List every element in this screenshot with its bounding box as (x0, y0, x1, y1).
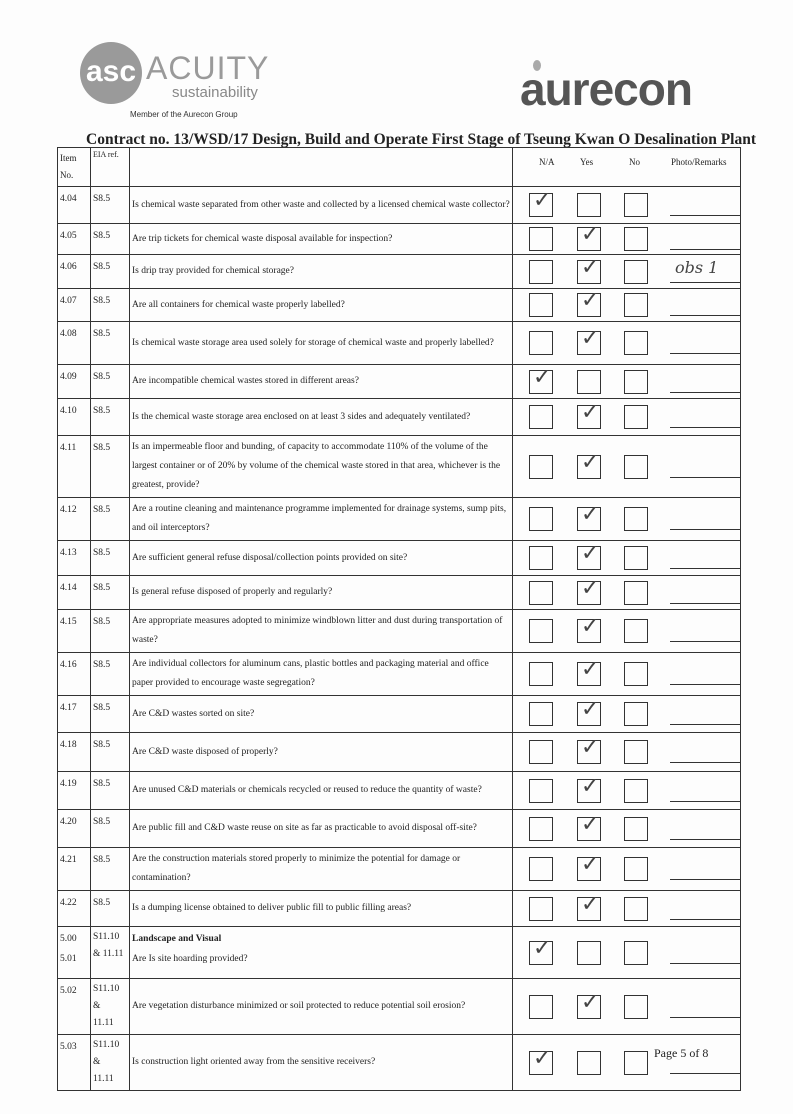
check-mark-icon: ✓ (581, 811, 600, 837)
question-text: Are Is site hoarding provided? (132, 954, 248, 964)
checkbox-na[interactable] (529, 995, 553, 1019)
answer-cell (513, 255, 741, 289)
table-row (58, 436, 741, 498)
checkbox-no[interactable] (624, 581, 648, 605)
check-mark-icon: ✓ (581, 400, 600, 425)
table-row (58, 399, 741, 436)
checkbox-na[interactable] (529, 405, 553, 429)
question-cell (130, 576, 513, 610)
checkbox-na[interactable] (529, 546, 553, 570)
checkbox-yes[interactable] (577, 288, 601, 317)
remarks-line[interactable] (670, 801, 740, 802)
question-text: Are appropriate measures adopted to minimize windblown litter and dust during transportation of waste? (132, 616, 503, 645)
check-mark-icon: ✓ (581, 222, 600, 247)
checkbox-na[interactable] (529, 740, 553, 764)
answer-cell (513, 399, 741, 436)
remarks-line[interactable] (670, 879, 740, 880)
remarks-line[interactable] (670, 529, 740, 530)
checkbox-yes[interactable] (577, 575, 601, 605)
remarks-line[interactable] (670, 684, 740, 685)
remarks-line[interactable] (670, 919, 740, 920)
checkbox-na[interactable] (529, 1045, 553, 1075)
question-cell (130, 365, 513, 399)
question-text: Are public fill and C&D waste reuse on site as far as practicable to avoid disposal off-site? (132, 823, 477, 833)
question-text: Is a dumping license obtained to deliver public fill to public filling areas? (132, 903, 412, 913)
eia-ref: S8.5 (91, 436, 130, 498)
eia-ref: S8.5 (91, 810, 130, 848)
item-no: 4.15 (58, 610, 91, 653)
yes-header: Yes (580, 157, 594, 167)
remarks-line[interactable] (670, 724, 740, 725)
checkbox-yes[interactable] (577, 222, 601, 251)
checkbox-na[interactable] (529, 581, 553, 605)
question-text: Are C&D wastes sorted on site? (132, 708, 255, 719)
checkbox-yes[interactable] (577, 400, 601, 429)
check-mark-icon: ✓ (581, 502, 600, 527)
item-no: 4.19 (58, 772, 91, 810)
answer-cell (513, 733, 741, 772)
item-no: 4.11 (58, 436, 91, 498)
remarks-line[interactable] (670, 392, 740, 393)
checkbox-yes[interactable] (577, 697, 601, 726)
item-no: 4.06 (58, 255, 91, 289)
question-text: Is the chemical waste storage area enclosed on at least 3 sides and adequately ventilated? (132, 411, 471, 422)
question-text: Is drip tray provided for chemical storage? (132, 266, 294, 276)
remarks-line[interactable] (670, 839, 740, 840)
table-row (58, 289, 741, 322)
remarks-line[interactable] (670, 1073, 740, 1074)
remarks-line[interactable] (670, 568, 740, 569)
checkbox-no[interactable] (624, 662, 648, 686)
remarks-line[interactable] (670, 249, 740, 250)
checkbox-na[interactable] (529, 293, 553, 317)
question-text: Is general refuse disposed of properly and regularly? (132, 587, 333, 597)
item-no: 5.02 (58, 979, 91, 1035)
question-cell (130, 255, 513, 289)
checkbox-na[interactable] (529, 817, 553, 841)
remarks-line[interactable] (670, 315, 740, 316)
question-text: Are incompatible chemical wastes stored in different areas? (132, 376, 359, 386)
eia-ref: S8.5 (91, 289, 130, 322)
question-text: Is chemical waste storage area used solely for storage of chemical waste and properly labelled? (132, 337, 494, 348)
answer-cell (513, 810, 741, 848)
checkbox-yes[interactable] (577, 657, 601, 686)
table-row (58, 772, 741, 810)
remarks-line[interactable] (670, 477, 740, 478)
checkbox-no[interactable] (624, 779, 648, 803)
checkbox-yes[interactable] (577, 370, 601, 394)
question-cell (130, 653, 513, 696)
item-no: 5.00 5.01 (58, 927, 91, 979)
eia-ref: S8.5 (91, 224, 130, 255)
question-text: Are trip tickets for chemical waste disposal available for inspection? (132, 233, 393, 244)
checkbox-no[interactable] (624, 507, 648, 531)
table-row (58, 224, 741, 255)
question-cell (130, 1035, 513, 1091)
question-text: Are C&D waste disposed of properly? (132, 746, 278, 757)
checkbox-na[interactable] (529, 260, 553, 284)
question-text: Are a routine cleaning and maintenance programme implemented for drainage systems, sump pits, and oil interceptors? (132, 504, 507, 533)
table-row (58, 255, 741, 289)
eia-ref: S8.5 (91, 399, 130, 436)
question-cell (130, 927, 513, 979)
checkbox-no[interactable] (624, 619, 648, 643)
check-mark-icon: ✓ (533, 1045, 552, 1071)
answer-cell (513, 610, 741, 653)
aurecon-logo: aurecon (520, 63, 692, 115)
remarks-line[interactable] (670, 1017, 740, 1018)
question-cell (130, 289, 513, 322)
answer-cell (513, 187, 741, 224)
checkbox-no[interactable] (624, 370, 648, 394)
checkbox-yes[interactable] (577, 614, 601, 643)
checkbox-na[interactable] (529, 331, 553, 355)
checkbox-yes[interactable] (577, 941, 601, 965)
table-row (58, 187, 741, 224)
check-mark-icon: ✓ (581, 326, 600, 351)
checkbox-na[interactable] (529, 935, 553, 965)
checkbox-no[interactable] (624, 193, 648, 217)
checkbox-na[interactable] (529, 662, 553, 686)
check-mark-icon: ✓ (533, 935, 552, 961)
question-text: Is chemical waste separated from other waste and collected by a licensed chemical waste collector? (132, 199, 510, 210)
header-row (58, 148, 741, 187)
question-cell (130, 610, 513, 653)
table-row (58, 498, 741, 541)
question-text: Is construction light oriented away from the sensitive receivers? (132, 1057, 376, 1067)
checkbox-no[interactable] (624, 995, 648, 1019)
question-text: Are sufficient general refuse disposal/collection points provided on site? (132, 552, 408, 563)
eia-ref: S8.5 (91, 541, 130, 576)
table-row (58, 696, 741, 733)
check-mark-icon: ✓ (581, 852, 600, 877)
question-cell (130, 891, 513, 927)
item-header: Item No. (58, 148, 91, 187)
answer-cell (513, 576, 741, 610)
question-text: Are all containers for chemical waste properly labelled? (132, 299, 345, 310)
question-cell (130, 848, 513, 891)
remarks-line[interactable] (670, 603, 740, 604)
remarks-line[interactable] (670, 427, 740, 428)
item-no: 4.21 (58, 848, 91, 891)
answer-cell (513, 436, 741, 498)
checkbox-yes[interactable] (577, 502, 601, 531)
checkbox-na[interactable] (529, 779, 553, 803)
check-mark-icon: ✓ (581, 657, 600, 682)
table-row (58, 810, 741, 848)
question-cell (130, 187, 513, 224)
checkbox-na[interactable] (529, 227, 553, 251)
checkbox-no[interactable] (624, 405, 648, 429)
item-no: 4.04 (58, 187, 91, 224)
checkbox-yes[interactable] (577, 773, 601, 803)
eia-ref: S8.5 (91, 696, 130, 733)
checkbox-no[interactable] (624, 941, 648, 965)
check-mark-icon: ✓ (581, 575, 600, 601)
checkbox-yes[interactable] (577, 989, 601, 1019)
checkbox-no[interactable] (624, 227, 648, 251)
question-cell (130, 541, 513, 576)
checkbox-na[interactable] (529, 455, 553, 479)
item-no: 4.10 (58, 399, 91, 436)
eia-ref: S8.5 (91, 187, 130, 224)
item-no: 4.08 (58, 322, 91, 365)
question-cell (130, 224, 513, 255)
checkbox-yes[interactable] (577, 254, 601, 284)
checkbox-no[interactable] (624, 817, 648, 841)
item-no: 4.12 (58, 498, 91, 541)
table-row (58, 891, 741, 927)
question-cell (130, 696, 513, 733)
page-number: Page 5 of 8 (654, 1046, 709, 1060)
checkbox-no[interactable] (624, 546, 648, 570)
eia-ref: S8.5 (91, 255, 130, 289)
checkbox-no[interactable] (624, 331, 648, 355)
check-mark-icon: ✓ (581, 541, 600, 566)
remarks-line[interactable] (670, 641, 740, 642)
eia-ref: S8.5 (91, 772, 130, 810)
answer-cell (513, 979, 741, 1035)
checkbox-no[interactable] (624, 740, 648, 764)
eia-ref: S8.5 (91, 891, 130, 927)
answer-cell (513, 927, 741, 979)
item-no: 4.20 (58, 810, 91, 848)
item-no: 4.22 (58, 891, 91, 927)
remarks-line[interactable] (670, 353, 740, 354)
answer-cell (513, 772, 741, 810)
table-row (58, 610, 741, 653)
checkbox-yes[interactable] (577, 1051, 601, 1075)
eia-ref: S8.5 (91, 848, 130, 891)
question-cell (130, 399, 513, 436)
answer-cell (513, 322, 741, 365)
eia-ref: S11.10 & 11.11 (91, 927, 130, 979)
question-cell (130, 810, 513, 848)
checkbox-no[interactable] (624, 857, 648, 881)
question-text: Are vegetation disturbance minimized or soil protected to reduce potential soil erosion? (132, 1001, 466, 1011)
eia-ref: S8.5 (91, 733, 130, 772)
checkbox-no[interactable] (624, 1051, 648, 1075)
table-row (58, 322, 741, 365)
eia-ref: S8.5 (91, 365, 130, 399)
check-mark-icon: ✓ (581, 891, 600, 917)
table-row (58, 541, 741, 576)
answer-cell (513, 696, 741, 733)
eia-ref: S8.5 (91, 498, 130, 541)
item-no: 4.17 (58, 696, 91, 733)
question-text: Is an impermeable floor and bunding, of capacity to accommodate 110% of the volume of the largest container or of 20% by volume of the chemical waste stored in that area, whichever is the greatest, provide? (132, 442, 501, 490)
checkbox-no[interactable] (624, 702, 648, 726)
remarks-line[interactable] (670, 762, 740, 763)
remarks-line[interactable] (670, 963, 740, 964)
eia-ref: S8.5 (91, 653, 130, 696)
item-no: 4.05 (58, 224, 91, 255)
question-cell (130, 733, 513, 772)
eia-ref: S11.10 & 11.11 (91, 1035, 130, 1091)
table-row (58, 848, 741, 891)
checkbox-na[interactable] (529, 619, 553, 643)
question-cell (130, 979, 513, 1035)
contract-title: Contract no. 13/WSD/17 Design, Build and Operate First Stage of Tseung Kwan O Desalination Plant (86, 131, 757, 148)
check-mark-icon: ✓ (581, 449, 600, 475)
checkbox-yes[interactable] (577, 541, 601, 570)
checkbox-yes[interactable] (577, 852, 601, 881)
checkbox-yes[interactable] (577, 449, 601, 479)
item-no: 5.03 (58, 1035, 91, 1091)
remarks-line[interactable] (670, 215, 740, 216)
check-mark-icon: ✓ (581, 697, 600, 722)
checkbox-na[interactable] (529, 702, 553, 726)
check-mark-icon: ✓ (581, 614, 600, 639)
answer-cell (513, 498, 741, 541)
checklist-page: asc ACUITY sustainability Member of the Aurecon Group aurecon Contract no. 13/WSD/17 Design, Build and Operate First Stage of Tseung Kwan O Desalination Plant Item No. EIA ref. N/A Yes No Photo/Remarks 4.04 S8.5 Is chemical waste separated from other waste and collected by a licensed chemical waste collector? ✓ 4.05 S8.5 Are trip tickets for chemical waste disposal available for inspection? ✓ 4.06 S8.5 Is drip tray provided for chemical storage? ✓ obs 1 4.07 S8.5 Are all containers for chemical waste properly labelled? ✓ 4.08 S8.5 Is chemical waste storage area used solely for storage of chemical waste and properly labelled? ✓ 4.09 S8.5 Are incompatible chemical wastes stored in different areas? ✓ 4.10 S8.5 Is the chemical waste storage area enclosed on at least 3 sides and adequately ventilated? ✓ 4.11 S8.5 Is an impermeable floor and bunding, of capacity to accommodate 110% of the volume of the largest container or of 20% by volume of the chemical waste stored in that area, whichever is the greatest, provide? ✓ 4.12 S8.5 Are a routine cleaning and maintenance programme implemented for drainage systems, sump pits, and oil interceptors? ✓ 4.13 S8.5 Are sufficient general refuse disposal/collection points provided on site? ✓ 4.14 S8.5 Is general refuse disposed of properly and regularly? ✓ 4.15 S8.5 Are appropriate measures adopted to minimize windblown litter and dust during transportation of waste? ✓ 4.16 S8.5 Are individual collectors for aluminum cans, plastic bottles and packaging material and office paper provided to encourage waste segregation? ✓ 4.17 S8.5 Are C&D wastes sorted on site? ✓ 4.18 S8.5 Are C&D waste disposed of properly? ✓ 4.19 S8.5 Are unused C&D materials or chemicals recycled or reused to reduce the quantity of waste? ✓ 4.20 S8.5 Are public fill and C&D waste reuse on site as far as practicable to avoid disposal off-site? ✓ 4.21 S8.5 Are the construction materials stored properly to minimize the potential for damage or contamination? ✓ 4.22 S8.5 Is a dumping license obtained to deliver public fill to public filling areas? ✓ 5.00 5.01 S11.10 & 11.11 Landscape and Visual Are Is site hoarding provided? ✓ 5.02 S11.10 & 11.11 Are vegetation disturbance minimized or soil protected to reduce potential soil erosion? ✓ 5.03 S11.10 & 11.11 Is construction light oriented away from the sensitive receivers? ✓ Page 5 of 8 (0, 0, 793, 1114)
check-mark-icon: ✓ (581, 773, 600, 799)
table-row (58, 576, 741, 610)
checkbox-yes[interactable] (577, 811, 601, 841)
check-mark-icon: ✓ (581, 288, 600, 313)
item-no: 4.14 (58, 576, 91, 610)
eia-ref: S8.5 (91, 576, 130, 610)
no-header: No (629, 157, 640, 167)
checkbox-no[interactable] (624, 293, 648, 317)
item-no: 4.09 (58, 365, 91, 399)
question-text: Are the construction materials stored properly to minimize the potential for damage or contamination? (132, 854, 461, 883)
answer-cell (513, 1035, 741, 1091)
answer-cell (513, 224, 741, 255)
eia-ref: S11.10 & 11.11 (91, 979, 130, 1035)
checkbox-no[interactable] (624, 897, 648, 921)
checklist-table (57, 147, 741, 1091)
checkbox-no[interactable] (624, 260, 648, 284)
question-cell (130, 772, 513, 810)
remarks-line[interactable] (670, 282, 740, 283)
handwritten-remark: obs 1 (675, 257, 719, 277)
check-mark-icon: ✓ (581, 989, 600, 1015)
question-cell (130, 436, 513, 498)
checkbox-na[interactable] (529, 364, 553, 394)
checkbox-na[interactable] (529, 507, 553, 531)
eia-ref: S8.5 (91, 322, 130, 365)
checkbox-yes[interactable] (577, 326, 601, 355)
checkbox-yes[interactable] (577, 891, 601, 921)
question-text: Are individual collectors for aluminum cans, plastic bottles and packaging material and office paper provided to encourage waste segregation? (132, 659, 489, 688)
checkbox-no[interactable] (624, 455, 648, 479)
answer-cell (513, 289, 741, 322)
table-row (58, 653, 741, 696)
asc-logo-mark: asc (80, 42, 142, 104)
check-mark-icon: ✓ (581, 254, 600, 280)
table-row (58, 927, 741, 979)
answer-cell (513, 365, 741, 399)
question-cell (130, 322, 513, 365)
checkbox-yes[interactable] (577, 735, 601, 764)
checkbox-yes[interactable] (577, 193, 601, 217)
table-row (58, 1035, 741, 1091)
question-cell (130, 498, 513, 541)
item-no: 4.18 (58, 733, 91, 772)
table-row (58, 733, 741, 772)
item-no: 4.07 (58, 289, 91, 322)
check-mark-icon: ✓ (581, 735, 600, 760)
question-text: Are unused C&D materials or chemicals recycled or reused to reduce the quantity of waste? (132, 785, 482, 795)
eia-ref: S8.5 (91, 610, 130, 653)
remarks-header: Photo/Remarks (671, 157, 727, 167)
checkbox-na[interactable] (529, 897, 553, 921)
item-no: 4.13 (58, 541, 91, 576)
section-title: Landscape and Visual (132, 934, 222, 944)
checkbox-na[interactable] (529, 188, 553, 217)
table-row (58, 979, 741, 1035)
answer-cell (513, 653, 741, 696)
na-header: N/A (539, 157, 555, 167)
checkbox-na[interactable] (529, 857, 553, 881)
item-no: 4.16 (58, 653, 91, 696)
eia-header: EIA ref. (91, 148, 130, 187)
check-mark-icon: ✓ (533, 364, 552, 390)
answer-cell (513, 541, 741, 576)
answer-cell (513, 848, 741, 891)
member-note: Member of the Aurecon Group (130, 110, 238, 119)
answer-cell (513, 891, 741, 927)
table-row (58, 365, 741, 399)
check-mark-icon: ✓ (533, 188, 552, 213)
